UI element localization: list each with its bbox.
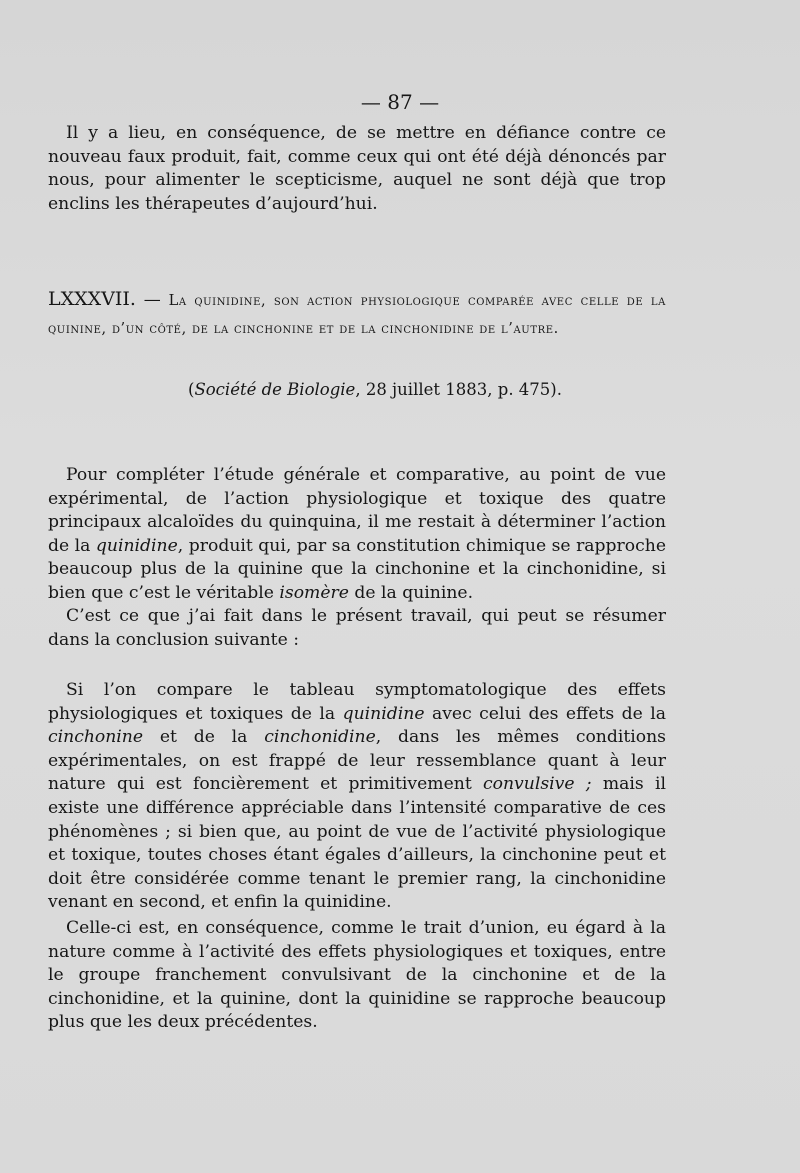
paragraph-comparison-i: mais il existe une différence appréciable dans l’intensité comparative de ces phénomènes ; si bien que, au point de vue de l’activité physiologique et toxique, toutes choses étant égales d’ailleurs, la cinchonine peut et doit être considérée comme tenant le premier rang, la cinchonidine venant en second, et enfin la quinidine. — [48, 774, 666, 913]
page-number: — 87 — — [360, 90, 440, 114]
paragraph-study-b: quinidine — [95, 535, 178, 556]
paragraph-study-a: Pour compléter l’étude générale et comparative, au point de vue expérimental, de l’action physiologique et toxique des quatre principaux alcaloïdes du quinquina, il me restait à déterminer l’action de la — [48, 465, 666, 556]
section-number: LXXXVII. — [48, 288, 136, 310]
paragraph-comparison-a: Si l’on compare le tableau symptomatologique des effets physiologiques et toxiques de la — [48, 680, 666, 724]
citation-source: Société de Biologie — [194, 380, 356, 399]
citation-rest: , 28 juillet 1883, p. 475). — [355, 380, 562, 399]
paragraph-study-c: , produit qui, par sa constitution chimique se rapproche beaucoup plus de la quinine que la cinchonine et la cinchonidine, si bien que c’est le véritable — [48, 535, 666, 603]
section-title: La quinidine, son action physiologique comparée avec celle de la quinine, d’un côté, de la cinchonine et de la cinchonidine de l’autre. — [48, 293, 666, 337]
paragraph-comparison — [48, 679, 666, 915]
paragraph-comparison-c: avec celui des effets de la — [424, 703, 666, 724]
paragraph-conclusion-text: Celle-ci est, en conséquence, comme le trait d’union, eu égard à la nature comme à l’activité des effets physiologiques et toxiques, entre le groupe franchement convulsivant de la cinchonine et de la cinchonidine, et la quinine, dont la quinidine se rapproche beaucoup plus que les deux précédentes. — [48, 918, 666, 1033]
citation — [188, 380, 562, 399]
paragraph-summary-text: C’est ce que j’ai fait dans le présent travail, qui peut se résumer dans la conclusion suivante : — [48, 606, 666, 650]
paragraph-study-e: de la quinine. — [348, 582, 474, 603]
paragraph-comparison-f: cinchonidine — [264, 727, 376, 748]
paragraph-intro — [48, 122, 666, 216]
paragraph-comparison-e: et de la — [143, 727, 265, 748]
paragraph-intro-text: Il y a lieu, en conséquence, de se mettre en défiance contre ce nouveau faux produit, fait, comme ceux qui ont été déjà dénoncés par nous, pour alimenter le scepticisme, auquel ne sont déjà que trop enclins les thérapeutes d’aujourd’hui. — [48, 123, 666, 214]
paragraph-comparison-b: quinidine — [342, 703, 425, 724]
paragraph-study-d: isomère — [279, 582, 349, 603]
paragraph-summary — [48, 605, 666, 652]
section-heading — [48, 286, 666, 343]
paragraph-comparison-h: convulsive ; — [483, 774, 592, 795]
paragraph-comparison-g: , dans les mêmes conditions expérimentales, on est frappé de leur ressemblance quant à leur nature qui est foncièrement et primitivement — [48, 727, 666, 795]
paragraph-conclusion — [48, 917, 666, 1035]
citation-open: ( — [188, 380, 195, 399]
paragraph-study — [48, 464, 666, 606]
paragraph-comparison-d: cinchonine — [48, 727, 144, 748]
section-dash: — — [135, 290, 169, 310]
